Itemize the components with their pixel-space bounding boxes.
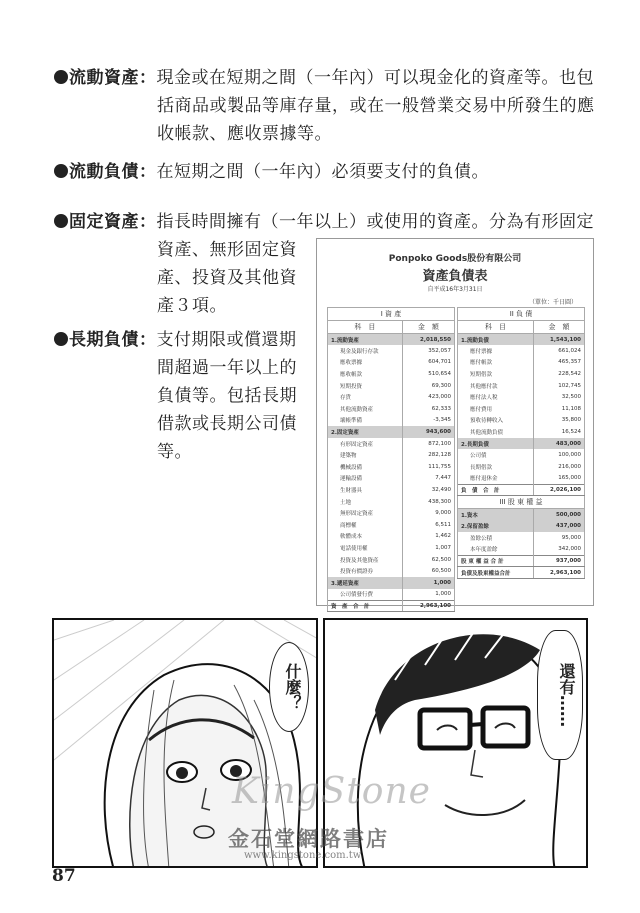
definition-text: 現金或在短期之間（一年內）可以現金化的資產等。也包 bbox=[156, 68, 594, 88]
table-row bbox=[328, 403, 455, 415]
liabilities-table bbox=[457, 307, 585, 579]
row-label: 其他應付款 bbox=[458, 380, 534, 392]
table-row bbox=[328, 345, 455, 357]
row-label: 公司債 bbox=[458, 449, 534, 461]
definition-current-assets bbox=[54, 64, 594, 148]
equity-total-label: 股 東 權 益 合 計 bbox=[458, 555, 534, 567]
table-row bbox=[458, 461, 585, 473]
row-value: 1,000 bbox=[402, 577, 454, 589]
term-label: 流動負債： bbox=[69, 162, 157, 182]
row-value: 604,701 bbox=[402, 357, 454, 369]
table-row bbox=[458, 391, 585, 403]
row-value: 1,000 bbox=[402, 589, 454, 601]
row-label: 應收帳款 bbox=[328, 368, 403, 380]
row-value: 342,000 bbox=[533, 544, 584, 556]
liabilities-total-value: 2,026,100 bbox=[533, 484, 584, 496]
table-row bbox=[328, 461, 455, 473]
column-header: 科 目 bbox=[458, 321, 534, 334]
row-label: 商標權 bbox=[328, 519, 403, 531]
column-header: 科 目 bbox=[328, 321, 403, 334]
row-value: 1,462 bbox=[402, 531, 454, 543]
table-row bbox=[458, 415, 585, 427]
assets-header: I 資 產 bbox=[328, 308, 455, 321]
row-value: 32,500 bbox=[533, 391, 584, 403]
row-label: 電話使用權 bbox=[328, 542, 403, 554]
row-label: 短期投資 bbox=[328, 380, 403, 392]
row-value: 9,000 bbox=[402, 507, 454, 519]
row-label: 2.固定資產 bbox=[328, 426, 403, 438]
table-row bbox=[328, 589, 455, 601]
row-label: 短期借款 bbox=[458, 368, 534, 380]
row-value: 100,000 bbox=[533, 449, 584, 461]
balance-sheet-unit: （單位：千日圓） bbox=[528, 299, 577, 306]
row-value: 95,000 bbox=[533, 532, 584, 544]
table-row bbox=[328, 380, 455, 392]
table-row bbox=[328, 449, 455, 461]
definition-text: 資產、無形固定資 bbox=[157, 240, 297, 260]
row-value: 11,108 bbox=[533, 403, 584, 415]
table-row bbox=[458, 520, 585, 532]
table-row bbox=[458, 509, 585, 521]
table-row bbox=[328, 438, 455, 450]
row-label: 盈餘公積 bbox=[458, 532, 534, 544]
row-value: 62,333 bbox=[402, 403, 454, 415]
speech-bubble-right: 還有…… bbox=[537, 630, 583, 760]
table-row bbox=[458, 403, 585, 415]
company-name: Ponpoko Goods股份有限公司 bbox=[388, 254, 522, 264]
row-value: 510,654 bbox=[402, 368, 454, 380]
term-label: 固定資產： bbox=[69, 212, 157, 232]
row-value: 102,745 bbox=[533, 380, 584, 392]
row-label: 應付費用 bbox=[458, 403, 534, 415]
row-value: 423,000 bbox=[402, 391, 454, 403]
term-label: 長期負債： bbox=[69, 330, 157, 350]
table-row bbox=[458, 368, 585, 380]
row-value: 352,057 bbox=[402, 345, 454, 357]
row-value: 1,543,100 bbox=[533, 334, 584, 346]
grand-total-value: 2,963,100 bbox=[533, 567, 584, 579]
row-label: 應付退休金 bbox=[458, 473, 534, 485]
row-label: 應收票據 bbox=[328, 357, 403, 369]
row-label: 其他流動負債 bbox=[458, 426, 534, 438]
row-value: 165,000 bbox=[533, 473, 584, 485]
row-value: 437,000 bbox=[533, 520, 584, 532]
table-row bbox=[458, 380, 585, 392]
row-label: 投資及其他資產 bbox=[328, 554, 403, 566]
row-label: 1.流動資產 bbox=[328, 334, 403, 346]
table-row bbox=[458, 357, 585, 369]
table-row bbox=[328, 426, 455, 438]
row-label: 運輸設備 bbox=[328, 473, 403, 485]
table-row bbox=[458, 544, 585, 556]
definition-text: 產、投資及其他資 bbox=[157, 268, 297, 288]
definition-text: 在短期之間（一年內）必須要支付的負債。 bbox=[156, 162, 489, 182]
definition-text: 指長時間擁有（一年以上）或使用的資產。分為有形固定 bbox=[156, 212, 594, 232]
row-label: 2.保留盈餘 bbox=[458, 520, 534, 532]
row-label: 存貨 bbox=[328, 391, 403, 403]
row-label: 機械設備 bbox=[328, 461, 403, 473]
assets-total-value: 2,963,100 bbox=[402, 600, 454, 612]
row-value: 500,000 bbox=[533, 509, 584, 521]
bullet-icon bbox=[54, 332, 68, 346]
row-label: 壞帳準備 bbox=[328, 415, 403, 427]
table-row bbox=[458, 449, 585, 461]
assets-total-label: 資 產 合 計 bbox=[328, 600, 403, 612]
row-value: 60,500 bbox=[402, 565, 454, 577]
row-label: 應付法人稅 bbox=[458, 391, 534, 403]
liabilities-header: II 負 債 bbox=[458, 308, 585, 321]
kingstone-watermark: KingStone bbox=[232, 771, 431, 812]
row-value: -3,345 bbox=[402, 415, 454, 427]
row-value: 16,524 bbox=[533, 426, 584, 438]
bullet-icon bbox=[54, 214, 68, 228]
definition-text: 等。 bbox=[157, 442, 192, 462]
row-value: 62,500 bbox=[402, 554, 454, 566]
bullet-icon bbox=[54, 70, 68, 84]
term-label: 流動資產： bbox=[69, 68, 157, 88]
row-value: 32,490 bbox=[402, 484, 454, 496]
definition-text: 收帳款、應收票據等。 bbox=[157, 124, 332, 144]
row-value: 7,447 bbox=[402, 473, 454, 485]
liabilities-total-label: 負 債 合 計 bbox=[458, 484, 534, 496]
row-label: 3.遞延資產 bbox=[328, 577, 403, 589]
table-row bbox=[328, 577, 455, 589]
kingstone-url-watermark: www.kingstone.com.tw bbox=[244, 850, 362, 861]
table-row bbox=[328, 368, 455, 380]
definition-long-term-liabilities bbox=[54, 326, 314, 466]
row-label: 其他流動資產 bbox=[328, 403, 403, 415]
balance-sheet-date: 自平成16年3月31日 bbox=[427, 286, 483, 293]
balance-sheet-title: 資產負債表 bbox=[422, 269, 488, 284]
balance-sheet-figure bbox=[316, 238, 594, 610]
row-label: 本年度盈餘 bbox=[458, 544, 534, 556]
row-label: 公司債發行費 bbox=[328, 589, 403, 601]
equity-total-value: 937,000 bbox=[533, 555, 584, 567]
row-value: 35,800 bbox=[533, 415, 584, 427]
table-row bbox=[328, 415, 455, 427]
table-row bbox=[328, 507, 455, 519]
equity-header: III 股 東 權 益 bbox=[458, 496, 585, 509]
row-label: 1.資本 bbox=[458, 509, 534, 521]
column-header: 金 額 bbox=[533, 321, 584, 334]
row-label: 長期借款 bbox=[458, 461, 534, 473]
row-value: 483,000 bbox=[533, 438, 584, 450]
table-row bbox=[328, 519, 455, 531]
row-label: 建築物 bbox=[328, 449, 403, 461]
row-value: 465,357 bbox=[533, 357, 584, 369]
table-row bbox=[328, 531, 455, 543]
definition-current-liabilities bbox=[54, 158, 594, 186]
row-label: 投資有價證券 bbox=[328, 565, 403, 577]
row-value: 282,128 bbox=[402, 449, 454, 461]
row-label: 軟體成本 bbox=[328, 531, 403, 543]
table-row bbox=[328, 473, 455, 485]
row-label: 預收待轉收入 bbox=[458, 415, 534, 427]
table-row bbox=[458, 473, 585, 485]
row-label: 應付票據 bbox=[458, 345, 534, 357]
definition-text: 借款或長期公司債 bbox=[157, 414, 297, 434]
table-row bbox=[328, 357, 455, 369]
speech-bubble-left: 什麼？ bbox=[269, 642, 309, 732]
table-row bbox=[328, 554, 455, 566]
row-value: 943,600 bbox=[402, 426, 454, 438]
table-row bbox=[328, 334, 455, 346]
row-value: 661,024 bbox=[533, 345, 584, 357]
table-row bbox=[458, 426, 585, 438]
table-row bbox=[328, 496, 455, 508]
page-number: 87 bbox=[52, 866, 76, 886]
row-label: 土地 bbox=[328, 496, 403, 508]
definition-text: 間超過一年以上的 bbox=[157, 358, 297, 378]
kingstone-chinese-watermark: 金石堂網路書店 bbox=[228, 827, 389, 851]
row-label: 生財器具 bbox=[328, 484, 403, 496]
row-value: 228,542 bbox=[533, 368, 584, 380]
row-label: 無形固定資產 bbox=[328, 507, 403, 519]
grand-total-label: 負債及股東權益合計 bbox=[458, 567, 534, 579]
row-label: 現金及銀行存款 bbox=[328, 345, 403, 357]
definition-text: 括商品或製品等庫存量，或在一般營業交易中所發生的應 bbox=[157, 96, 595, 116]
column-header: 金 額 bbox=[402, 321, 454, 334]
row-value: 6,511 bbox=[402, 519, 454, 531]
table-row bbox=[328, 542, 455, 554]
table-row bbox=[458, 345, 585, 357]
definition-text: 產３項。 bbox=[157, 296, 227, 316]
bullet-icon bbox=[54, 164, 68, 178]
row-value: 438,300 bbox=[402, 496, 454, 508]
table-row bbox=[458, 334, 585, 346]
assets-table bbox=[327, 307, 455, 612]
row-value: 872,100 bbox=[402, 438, 454, 450]
table-row bbox=[458, 438, 585, 450]
row-value: 69,300 bbox=[402, 380, 454, 392]
row-label: 有形固定資產 bbox=[328, 438, 403, 450]
table-row bbox=[328, 565, 455, 577]
row-value: 111,755 bbox=[402, 461, 454, 473]
row-label: 應付帳款 bbox=[458, 357, 534, 369]
table-row bbox=[328, 484, 455, 496]
table-row bbox=[328, 391, 455, 403]
row-value: 216,000 bbox=[533, 461, 584, 473]
definition-text: 負債等。包括長期 bbox=[157, 386, 297, 406]
row-label: 1.流動負債 bbox=[458, 334, 534, 346]
row-value: 1,007 bbox=[402, 542, 454, 554]
row-label: 2.長期負債 bbox=[458, 438, 534, 450]
table-row bbox=[458, 532, 585, 544]
row-value: 2,018,550 bbox=[402, 334, 454, 346]
definition-text: 支付期限或償還期 bbox=[156, 330, 297, 350]
